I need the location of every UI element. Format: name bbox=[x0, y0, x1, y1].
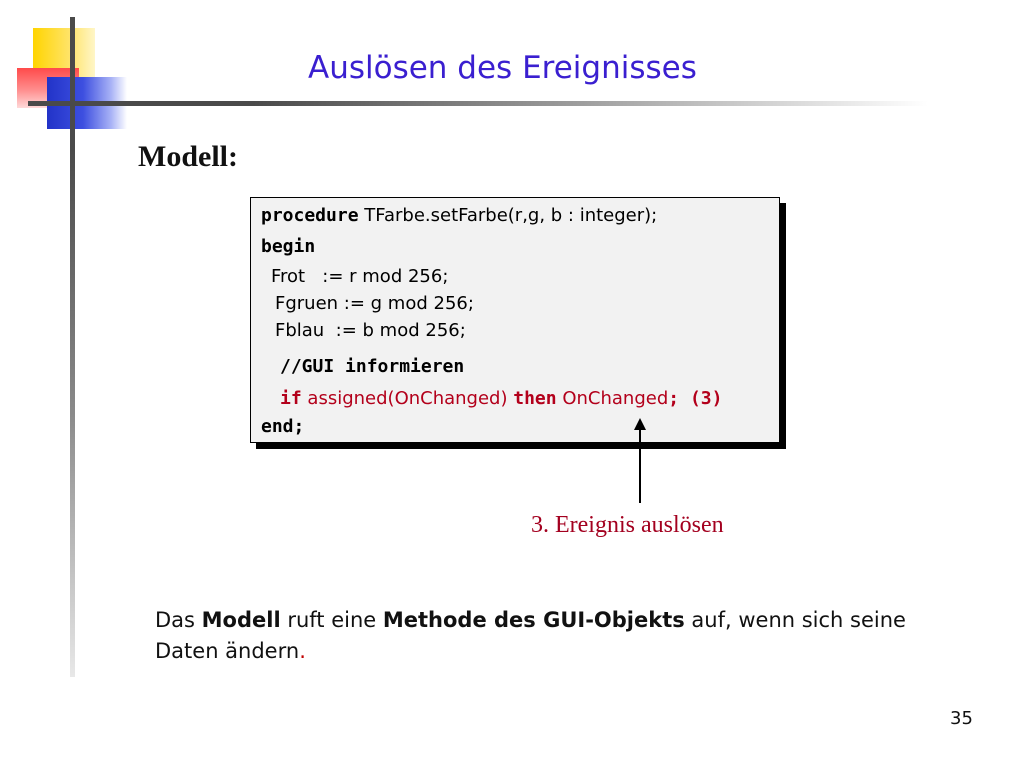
paragraph-text: Das bbox=[155, 608, 202, 632]
code-text: TFarbe.setFarbe(r,g, b : integer); bbox=[364, 205, 658, 226]
code-text: OnChanged bbox=[562, 388, 669, 409]
code-marker: ; (3) bbox=[668, 388, 723, 409]
page-number: 35 bbox=[950, 708, 973, 729]
annotation-caption: 3. Ereignis auslösen bbox=[531, 512, 724, 538]
code-line-8: end; bbox=[261, 416, 305, 437]
arrow-line bbox=[639, 428, 641, 503]
code-box bbox=[250, 197, 780, 443]
code-line-3: Frot := r mod 256; bbox=[271, 266, 449, 287]
horizontal-divider bbox=[28, 101, 928, 106]
code-comment: //GUI informieren bbox=[280, 356, 465, 377]
paragraph-period: . bbox=[299, 639, 306, 663]
code-line-1 bbox=[261, 205, 657, 226]
code-keyword: if bbox=[280, 388, 302, 409]
slide-title: Auslösen des Ereignisses bbox=[308, 50, 697, 86]
paragraph-text: ruft eine bbox=[280, 608, 383, 632]
code-line-5: Fblau := b mod 256; bbox=[275, 320, 466, 341]
paragraph-bold: Methode des GUI-Objekts bbox=[382, 608, 685, 632]
body-paragraph bbox=[155, 605, 935, 667]
code-keyword: begin bbox=[261, 236, 316, 257]
section-heading: Modell: bbox=[138, 140, 238, 173]
code-line-2 bbox=[261, 236, 315, 257]
code-keyword: then bbox=[513, 388, 557, 409]
paragraph-bold: Modell bbox=[201, 608, 281, 632]
code-line-4: Fgruen := g mod 256; bbox=[275, 293, 474, 314]
code-text: assigned(OnChanged) bbox=[307, 388, 508, 409]
code-line-7 bbox=[280, 388, 722, 409]
code-keyword: procedure bbox=[261, 205, 359, 226]
paragraph-text: auf, wenn sich seine Daten ändern bbox=[155, 608, 906, 663]
vertical-divider bbox=[70, 17, 75, 677]
